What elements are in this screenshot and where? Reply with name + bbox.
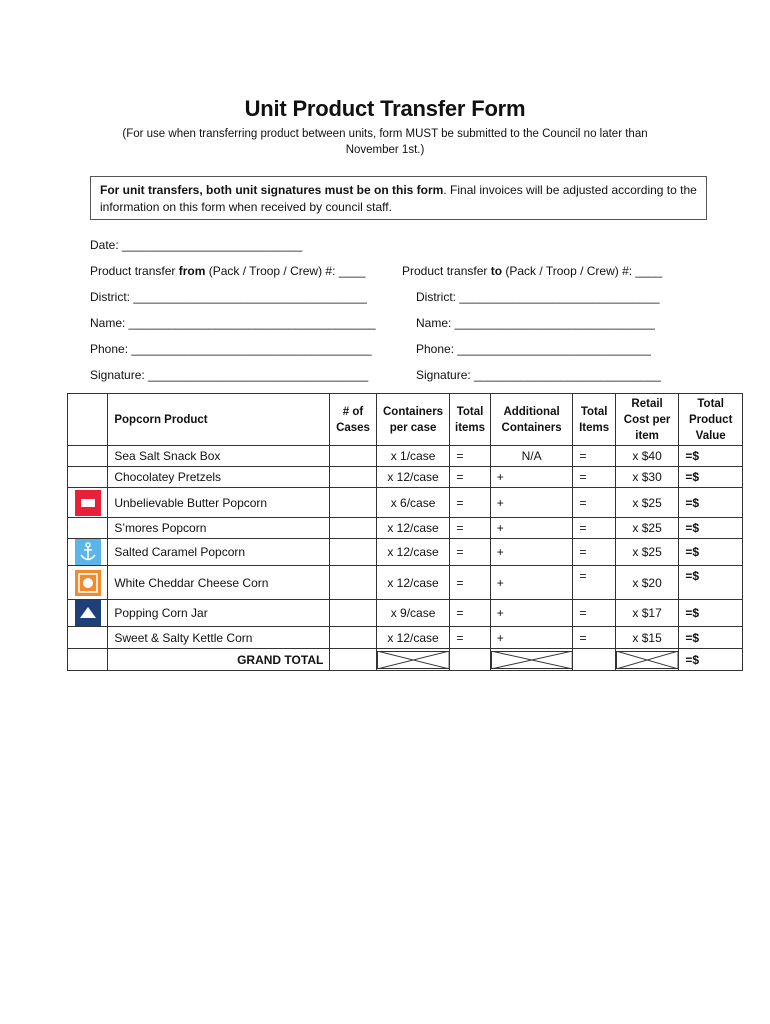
cross-out-mark [377, 651, 450, 669]
additional-cell[interactable]: + [490, 627, 573, 649]
transfer-to-suffix: (Pack / Troop / Crew) #: ____ [502, 264, 663, 278]
total-items-cell[interactable]: = [450, 518, 490, 539]
product-name: Salted Caramel Popcorn [108, 539, 330, 566]
total-items-2-cell[interactable]: = [573, 600, 615, 627]
value-cell[interactable]: =$ [679, 467, 743, 488]
table-row [68, 600, 743, 627]
notice-bold-text: For unit transfers, both unit signatures must be on this form [100, 183, 444, 197]
table-row [68, 566, 743, 600]
icon-cell [68, 566, 108, 600]
signature-from-field[interactable]: Signature: _________________________________ [90, 368, 369, 382]
cross-out-mark [616, 651, 679, 669]
value-cell[interactable]: =$ [679, 488, 743, 518]
cases-input[interactable] [330, 446, 376, 467]
form-title: Unit Product Transfer Form [244, 96, 526, 121]
total-items-cell[interactable]: = [450, 488, 490, 518]
table-header-row [68, 394, 743, 446]
notice-rest-text: . Final invoices will be adjusted according to the information on this form when received by council staff. [100, 183, 697, 214]
table-row [68, 627, 743, 649]
grand-total-row [68, 649, 743, 671]
header-total-items: Total items [450, 394, 490, 446]
total-items-cell[interactable]: = [450, 627, 490, 649]
price: x $25 [615, 518, 679, 539]
cross-out-mark [491, 651, 573, 669]
transfer-to-field[interactable] [402, 264, 662, 278]
icon-column-header [68, 394, 108, 446]
icon-cell [68, 488, 108, 518]
value-cell[interactable]: =$ [679, 446, 743, 467]
form-subtitle: (For use when transferring product between units, form MUST be submitted to the Council no later than November 1st.) [122, 128, 648, 156]
total-items-2-cell[interactable]: = [573, 518, 615, 539]
header-retail: Retail Cost per item [615, 394, 679, 446]
grand-total-cases[interactable] [330, 649, 376, 671]
per-case: x 12/case [376, 566, 450, 600]
cases-input[interactable] [330, 566, 376, 600]
unit-transfer-notice [90, 176, 707, 220]
header-product: Popcorn Product [108, 394, 330, 446]
total-items-2-cell[interactable]: = [573, 467, 615, 488]
table-row [68, 488, 743, 518]
additional-cell[interactable]: + [490, 600, 573, 627]
district-to-field[interactable]: District: ______________________________ [416, 290, 660, 304]
additional-cell: N/A [490, 446, 573, 467]
price: x $30 [615, 467, 679, 488]
transfer-from-field[interactable] [90, 264, 365, 278]
cases-input[interactable] [330, 488, 376, 518]
product-name: Chocolatey Pretzels [108, 467, 330, 488]
signature-to-field[interactable]: Signature: ____________________________ [416, 368, 661, 382]
additional-cell[interactable]: + [490, 488, 573, 518]
grand-total-items[interactable] [450, 649, 490, 671]
price: x $17 [615, 600, 679, 627]
name-from-field[interactable]: Name: _____________________________________ [90, 316, 376, 330]
header-cases: # of Cases [330, 394, 376, 446]
total-items-cell[interactable]: = [450, 539, 490, 566]
grand-total-label: GRAND TOTAL [108, 649, 330, 671]
transfer-from-suffix: (Pack / Troop / Crew) #: ____ [205, 264, 366, 278]
per-case: x 1/case [376, 446, 450, 467]
cases-input[interactable] [330, 467, 376, 488]
phone-to-field[interactable]: Phone: _____________________________ [416, 342, 651, 356]
table-row [68, 539, 743, 566]
total-items-2-cell[interactable]: = [573, 566, 615, 600]
value-cell[interactable]: =$ [679, 627, 743, 649]
icon-cell [68, 600, 108, 627]
per-case: x 9/case [376, 600, 450, 627]
product-name: Popping Corn Jar [108, 600, 330, 627]
per-case: x 12/case [376, 467, 450, 488]
total-items-cell[interactable]: = [450, 600, 490, 627]
header-additional: Additional Containers [490, 394, 573, 446]
grand-total-items-2[interactable] [573, 649, 615, 671]
per-case: x 6/case [376, 488, 450, 518]
table-row [68, 446, 743, 467]
triangle-icon [75, 600, 101, 626]
grand-total-icon-cell [68, 649, 108, 671]
total-items-2-cell[interactable]: = [573, 488, 615, 518]
header-containers: Containers per case [376, 394, 450, 446]
product-name: Unbelievable Butter Popcorn [108, 488, 330, 518]
price: x $20 [615, 566, 679, 600]
per-case: x 12/case [376, 518, 450, 539]
icon-cell [68, 627, 108, 649]
crossed-out-cell [615, 649, 679, 671]
total-items-2-cell[interactable]: = [573, 446, 615, 467]
additional-cell[interactable]: + [490, 518, 573, 539]
table-row [68, 518, 743, 539]
transfer-to-prefix: Product transfer [402, 264, 491, 278]
header-total-items-2: Total Items [573, 394, 615, 446]
product-name: S’mores Popcorn [108, 518, 330, 539]
value-cell[interactable]: =$ [679, 539, 743, 566]
product-name: White Cheddar Cheese Corn [108, 566, 330, 600]
cases-input[interactable] [330, 518, 376, 539]
additional-cell[interactable]: + [490, 539, 573, 566]
anchor-icon [75, 539, 101, 565]
per-case: x 12/case [376, 627, 450, 649]
price: x $25 [615, 488, 679, 518]
cheddar-target-icon [75, 570, 101, 596]
price: x $15 [615, 627, 679, 649]
date-field[interactable]: Date: ___________________________ [90, 238, 303, 252]
cases-input[interactable] [330, 627, 376, 649]
district-from-field[interactable]: District: ___________________________________ [90, 290, 367, 304]
cases-input[interactable] [330, 600, 376, 627]
crossed-out-cell [376, 649, 450, 671]
cases-input[interactable] [330, 539, 376, 566]
value-cell[interactable]: =$ [679, 518, 743, 539]
price: x $40 [615, 446, 679, 467]
product-name: Sweet & Salty Kettle Corn [108, 627, 330, 649]
name-to-field[interactable]: Name: ______________________________ [416, 316, 655, 330]
value-cell[interactable]: =$ [679, 600, 743, 627]
total-items-cell[interactable]: = [450, 467, 490, 488]
total-items-cell[interactable]: = [450, 446, 490, 467]
product-name: Sea Salt Snack Box [108, 446, 330, 467]
total-items-2-cell[interactable]: = [573, 627, 615, 649]
additional-cell[interactable]: + [490, 467, 573, 488]
per-case: x 12/case [376, 539, 450, 566]
grand-total-value[interactable]: =$ [679, 649, 743, 671]
icon-cell [68, 467, 108, 488]
icon-cell [68, 446, 108, 467]
additional-cell[interactable]: + [490, 566, 573, 600]
crossed-out-cell [490, 649, 573, 671]
total-items-2-cell[interactable]: = [573, 539, 615, 566]
product-table [67, 393, 743, 671]
phone-from-field[interactable]: Phone: ____________________________________ [90, 342, 372, 356]
header-value: Total Product Value [679, 394, 743, 446]
transfer-from-bold: from [178, 264, 206, 278]
total-items-cell[interactable]: = [450, 566, 490, 600]
table-row [68, 467, 743, 488]
price: x $25 [615, 539, 679, 566]
icon-cell [68, 539, 108, 566]
transfer-from-prefix: Product transfer [90, 264, 179, 278]
butter-popcorn-icon [75, 490, 101, 516]
icon-cell [68, 518, 108, 539]
transfer-to-bold: to [490, 264, 503, 278]
value-cell[interactable]: =$ [679, 566, 743, 600]
